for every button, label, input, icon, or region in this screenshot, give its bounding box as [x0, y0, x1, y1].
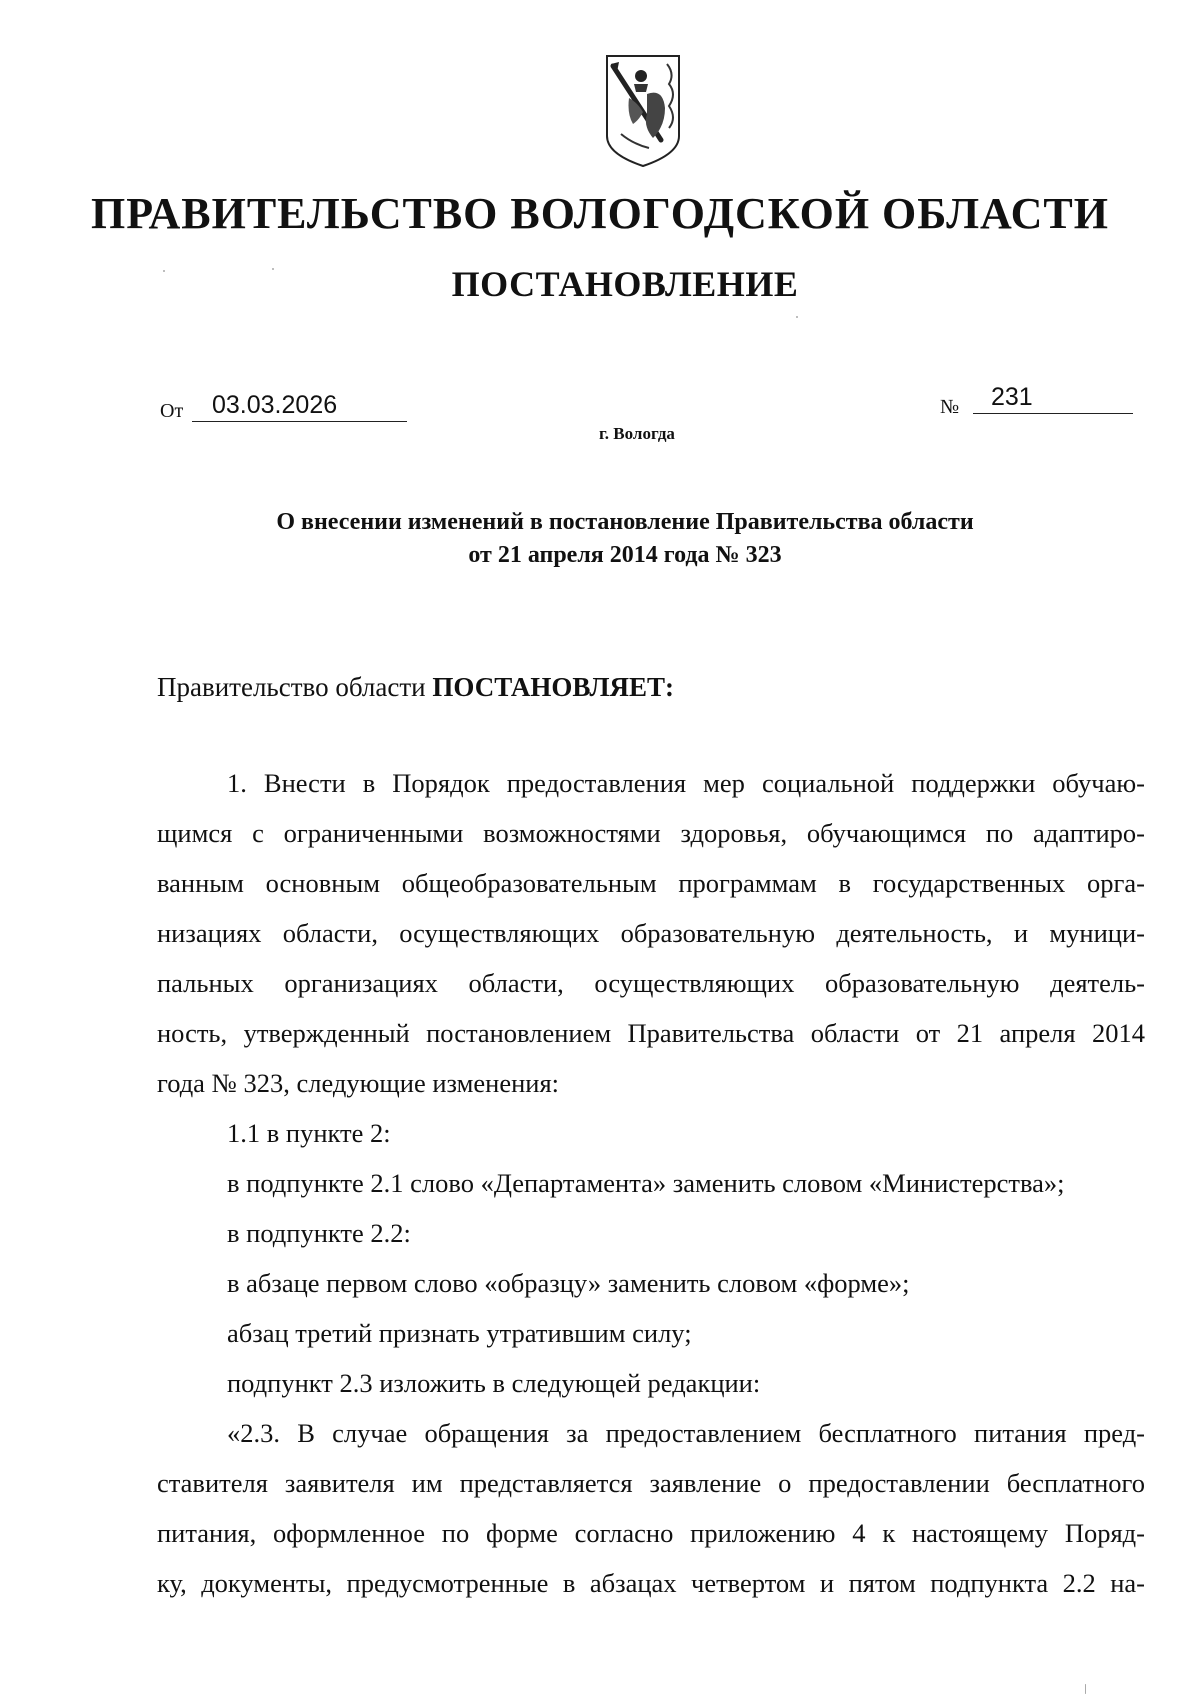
paragraph-1 [157, 758, 1145, 1108]
document-subject [0, 506, 1200, 572]
document-number: 231 [973, 384, 1133, 414]
amendment-list [157, 1108, 1145, 1408]
list-item: в подпункте 2.2: [227, 1218, 411, 1248]
document-date: 03.03.2026 [192, 392, 407, 422]
list-item: подпункт 2.3 изложить в следующей редакции: [227, 1368, 761, 1398]
coat-of-arms-icon [603, 54, 683, 168]
subject-line-1: О внесении изменений в постановление Правительства области [276, 509, 974, 535]
text-line: ку, документы, предусмотренные в абзацах четвертом и пятом подпункта 2.2 на- [157, 1568, 1145, 1598]
text-line: ставителя заявителя им представляется заявление о предоставлении бесплатного [157, 1468, 1145, 1498]
decree-prefix: Правительство области [157, 672, 426, 702]
decree-statement [157, 672, 674, 703]
text-line: «2.3. В случае обращения за предоставлением бесплатного питания пред- [227, 1418, 1145, 1448]
document-type-heading: ПОСТАНОВЛЕНИЕ [451, 264, 799, 304]
organization-title: ПРАВИТЕЛЬСТВО ВОЛОГОДСКОЙ ОБЛАСТИ [91, 189, 1109, 238]
text-line: года № 323, следующие изменения: [157, 1068, 560, 1098]
scan-speck [796, 316, 798, 318]
text-line: пальных организациях области, осуществляющих образовательную деятель- [157, 968, 1145, 998]
scan-speck [1085, 1684, 1086, 1694]
list-item: абзац третий признать утратившим силу; [227, 1318, 692, 1348]
text-line: низациях области, осуществляющих образовательную деятельность, и муници- [157, 918, 1145, 948]
list-item: в абзаце первом слово «образцу» заменить словом «форме»; [227, 1268, 910, 1298]
text-line: щимся с ограниченными возможностями здоровья, обучающимся по адаптиро- [157, 818, 1145, 848]
list-item: в подпункте 2.1 слово «Департамента» заменить словом «Министерства»; [227, 1168, 1065, 1198]
date-label: От [160, 400, 184, 422]
text-line: ванным основным общеобразовательным программам в государственных орга- [157, 868, 1145, 898]
text-line: ность, утвержденный постановлением Правительства области от 21 апреля 2014 [157, 1018, 1145, 1048]
paragraph-2 [157, 1408, 1145, 1608]
decree-keyword: ПОСТАНОВЛЯЕТ: [432, 672, 674, 702]
scan-speck [272, 268, 274, 270]
text-line: 1. Внести в Порядок предоставления мер социальной поддержки обучаю- [227, 768, 1145, 798]
scan-speck [163, 270, 165, 272]
number-label: № [940, 396, 960, 418]
subject-line-2: от 21 апреля 2014 года № 323 [468, 542, 782, 568]
list-item: 1.1 в пункте 2: [227, 1118, 391, 1148]
text-line: питания, оформленное по форме согласно приложению 4 к настоящему Поряд- [157, 1518, 1145, 1548]
city-name: г. Вологда [599, 424, 675, 443]
